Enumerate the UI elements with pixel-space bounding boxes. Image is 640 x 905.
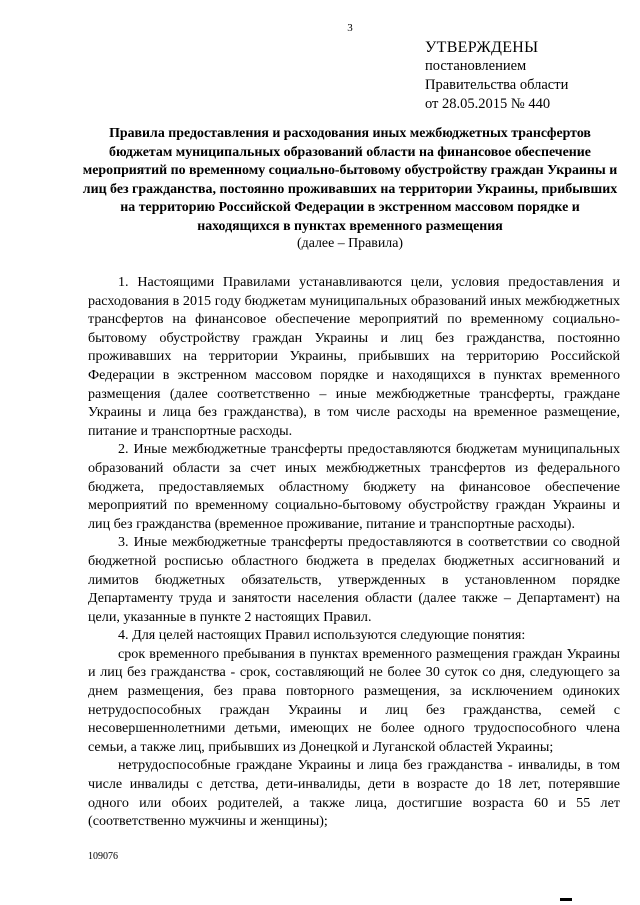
scan-corner-mark — [560, 898, 572, 901]
document-body — [88, 273, 620, 831]
paragraph-1: 1. Настоящими Правилами устанавливаются цели, условия предоставления и расходования в 2015 году бюджетам муниципальных образований иных межбюджетных трансфертов на финансовое обеспечение мероприятий по временному социально-бытовому обустройству граждан Украины и лиц без гражданства, постоянно проживавших на территории Украины, прибывших на территорию Российской Федерации в экстренном массовом порядке и находящихся в пунктах временного размещения (далее соответственно – иные межбюджетные трансферты, граждане Украины и лица без гражданства), в том числе расходы на временное размещение, питание и транспортные расходы. — [88, 274, 620, 439]
approval-title: УТВЕРЖДЕНЫ — [425, 39, 539, 56]
paragraph-2: 2. Иные межбюджетные трансферты предоставляются бюджетам муниципальных образований области за счет иных межбюджетных трансфертов из федерального бюджета, предоставляемых областному бюджету на финансовое обеспечение мероприятий по временному социально-бытовому обустройству граждан Украины и лиц без гражданства (временное проживание, питание и транспортные расходы). — [88, 441, 620, 532]
approval-stamp — [425, 38, 568, 114]
paragraph-3: 3. Иные межбюджетные трансферты предоставляются в соответствии со сводной бюджетной росписью областного бюджета в пределах бюджетных ассигнований и лимитов бюджетных обязательств, утвержденных в установленном порядке Департаменту труда и занятости населения области (далее также – Департамент) на цели, указанные в пункте 2 настоящих Правил. — [88, 534, 620, 625]
footer-code: 109076 — [88, 851, 118, 862]
document-subtitle: (далее – Правила) — [297, 236, 403, 251]
approval-line-resolution: постановлением — [425, 58, 527, 74]
definition-disabled-citizens: нетрудоспособные граждане Украины и лица без гражданства - инвалиды, в том числе инвалиды с детства, дети-инвалиды, дети в возрасте до 18 лет, потерявшие одного или обоих родителей, а также лица, достигшие возраста 60 и 55 лет (соответственно мужчины и женщины); — [88, 757, 620, 830]
document-title: Правила предоставления и расходования иных межбюджетных трансфертов бюджетам муниципальных образований области на финансовое обеспечение мероприятий по временному социально-бытовому обустройству граждан Украины и лиц без гражданства, постоянно проживавших на территории Украины, прибывших на территорию Российской Федерации в экстренном массовом порядке и находящихся в пунктах временного размещения — [82, 126, 618, 234]
approval-line-government: Правительства области — [425, 77, 569, 93]
paragraph-4: 4. Для целей настоящих Правил используются следующие понятия: — [118, 627, 526, 644]
approval-line-date: от 28.05.2015 № 440 — [425, 96, 551, 112]
definition-stay-period: срок временного пребывания в пунктах временного размещения граждан Украины и лиц без гражданства - срок, составляющий не более 30 суток со дня, следующего за днем размещения, без права повторного размещения, за исключением одиноких нетрудоспособных граждан Украины и лиц без гражданства, семей с несовершеннолетними детьми, имеющих не более одного трудоспособного члена семьи, а также лиц, прибывших из Донецкой и Луганской областей Украины; — [88, 645, 620, 755]
page-number: 3 — [347, 22, 353, 34]
